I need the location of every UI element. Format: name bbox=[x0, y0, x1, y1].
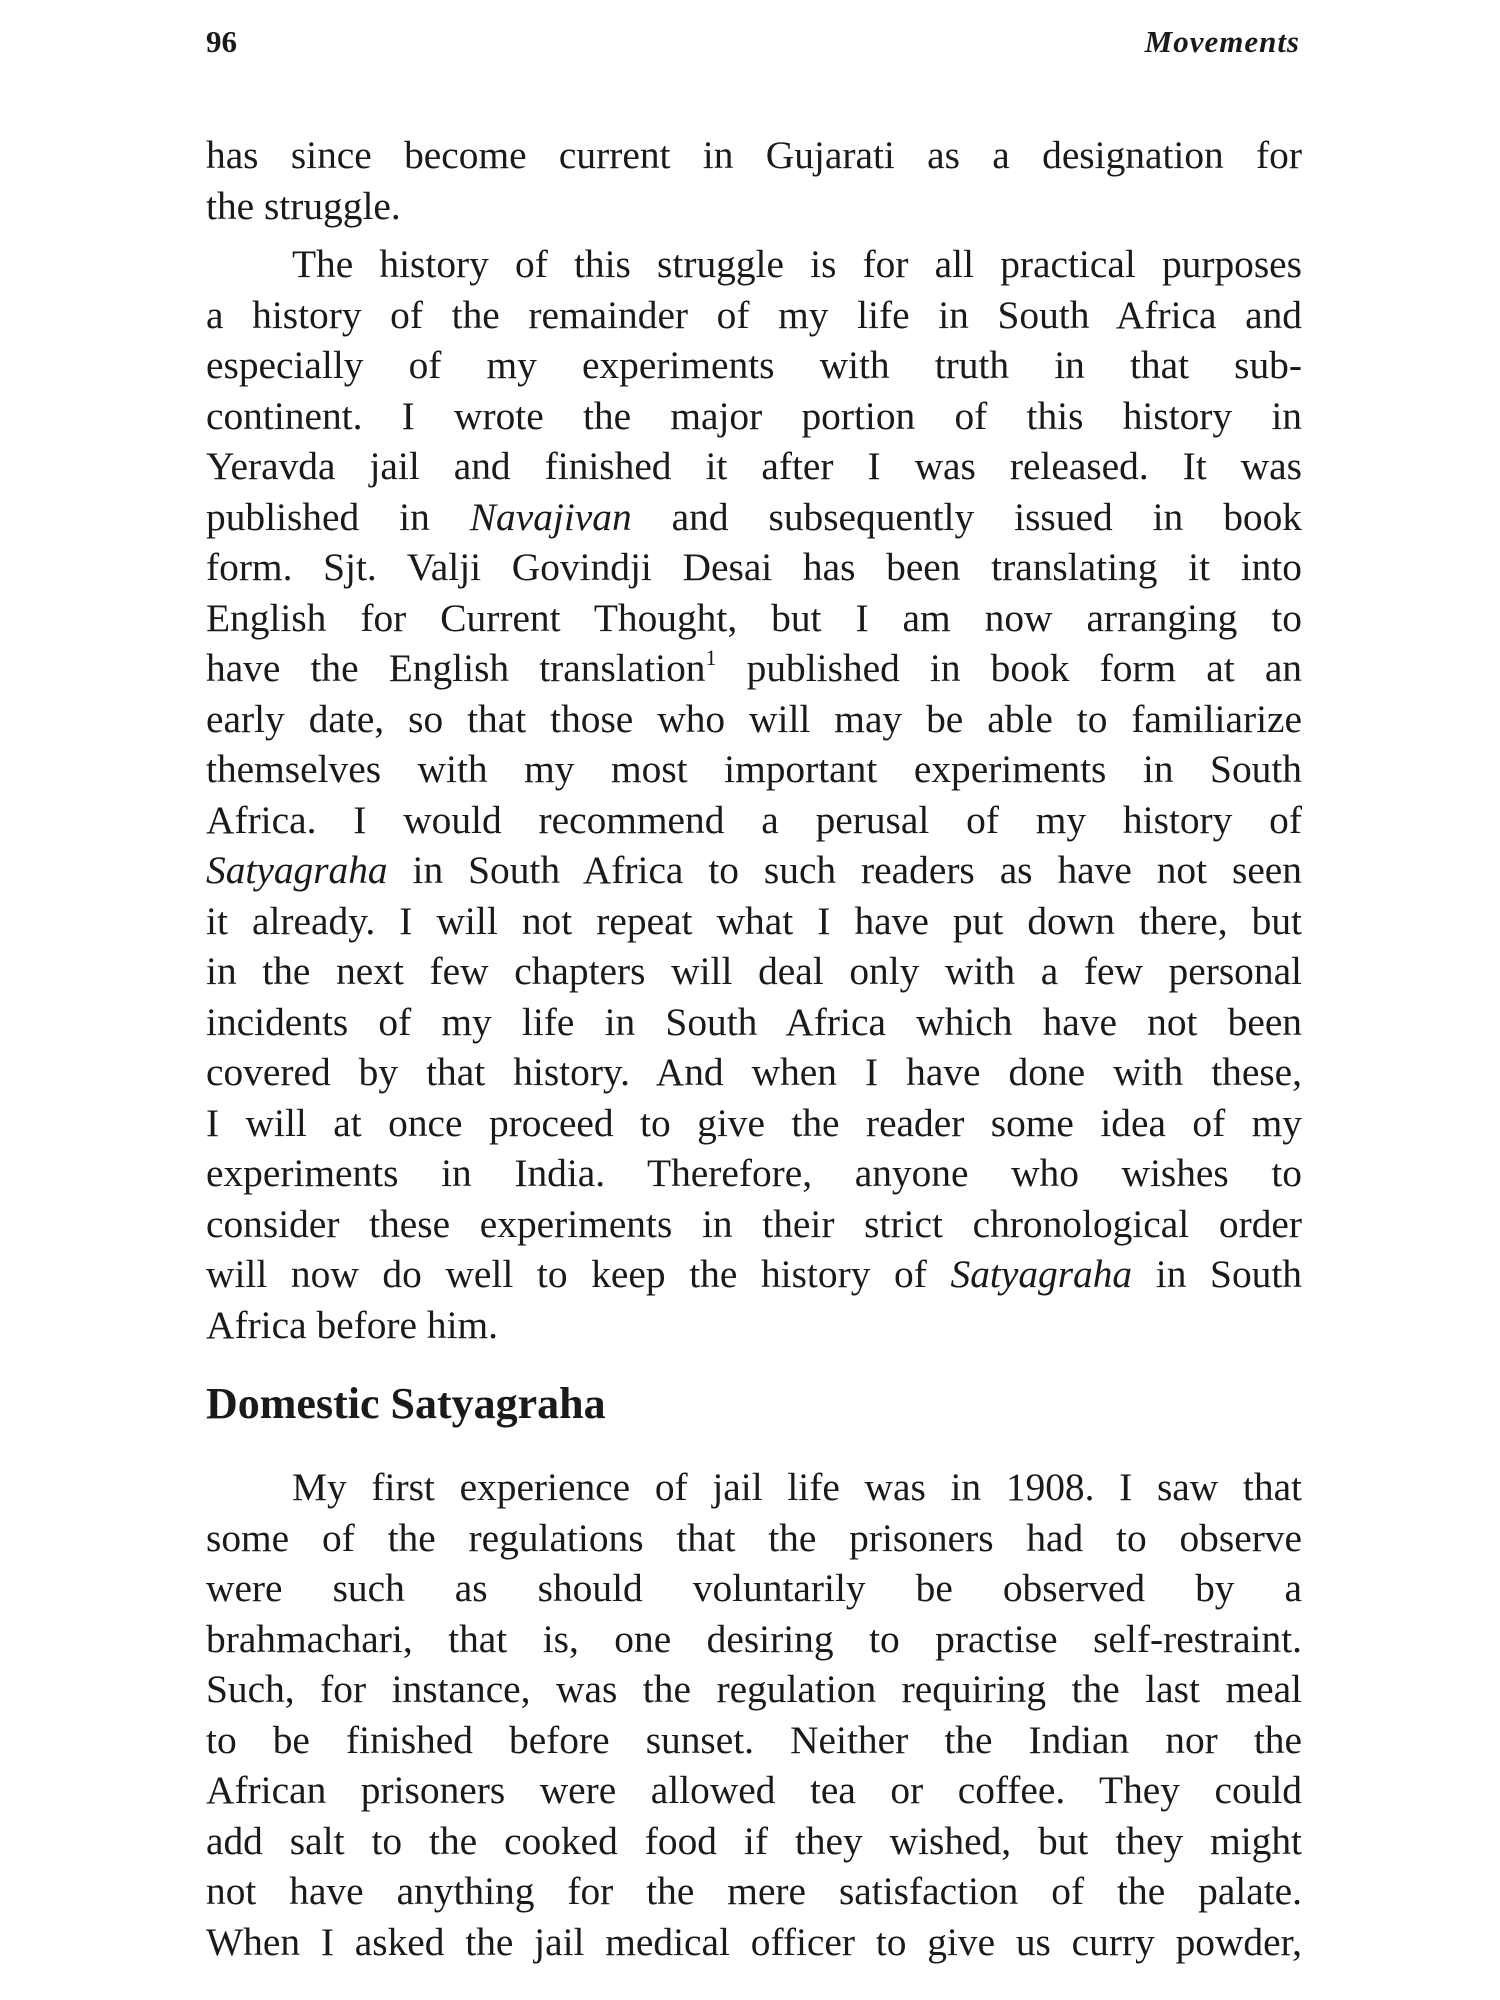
text-line: to be finished before sunset. Neither the Indian nor the bbox=[206, 1717, 1302, 1762]
page-number: 96 bbox=[206, 24, 237, 59]
text-line: covered by that history. And when I have done with these, bbox=[206, 1050, 1302, 1094]
text-line: early date, so that those who will may be able to familiarize bbox=[206, 696, 1302, 741]
footnote-marker: 1 bbox=[705, 645, 717, 670]
text-line: continent. I wrote the major portion of this history in bbox=[206, 393, 1302, 438]
main-text bbox=[206, 130, 1302, 1350]
italic-term-satyagraha: Satyagraha bbox=[206, 848, 388, 892]
text-run: have the English translation bbox=[206, 646, 706, 690]
text-line bbox=[206, 1249, 1302, 1300]
italic-term-satyagraha: Satyagraha bbox=[950, 1252, 1133, 1296]
text-line: the struggle. bbox=[206, 183, 401, 228]
text-line: consider these experiments in their strict chronological order bbox=[206, 1201, 1302, 1246]
text-line: brahmachari, that is, one desiring to practise self-restraint. bbox=[206, 1616, 1302, 1661]
text-line bbox=[206, 492, 1302, 543]
paragraph-gap bbox=[206, 231, 1302, 239]
text-line: a history of the remainder of my life in South Africa and bbox=[206, 292, 1302, 337]
section-heading: Domestic Satyagraha bbox=[206, 1379, 606, 1428]
text-line: Africa. I would recommend a perusal of my history of bbox=[206, 797, 1302, 842]
text-line: themselves with my most important experiments in South bbox=[206, 747, 1302, 791]
text-run: published in book form at an bbox=[716, 646, 1303, 690]
text-line: it already. I will not repeat what I have put down there, but bbox=[206, 898, 1302, 943]
text-run: in South Africa to such readers as have not seen bbox=[387, 848, 1302, 892]
text-line: The history of this struggle is for all practical purposes bbox=[292, 242, 1302, 286]
text-line: Africa before him. bbox=[206, 1302, 499, 1347]
text-line: incidents of my life in South Africa which have not been bbox=[206, 999, 1302, 1044]
text-line: I will at once proceed to give the reader some idea of my bbox=[206, 1100, 1302, 1145]
text-run: in South bbox=[1132, 1252, 1302, 1296]
text-line bbox=[206, 845, 1302, 896]
text-line: experiments in India. Therefore, anyone who wishes to bbox=[206, 1151, 1302, 1195]
text-line bbox=[206, 643, 1302, 694]
page-header bbox=[206, 24, 1300, 74]
text-line: form. Sjt. Valji Govindji Desai has been translating it into bbox=[206, 545, 1302, 589]
text-line: in the next few chapters will deal only with a few personal bbox=[206, 949, 1302, 993]
text-line: Such, for instance, was the regulation requiring the last meal bbox=[206, 1667, 1302, 1711]
text-line: were such as should voluntarily be observed by a bbox=[206, 1566, 1302, 1610]
text-line: add salt to the cooked food if they wished, but they might bbox=[206, 1818, 1302, 1863]
text-run: and subsequently issued in book bbox=[631, 494, 1302, 539]
text-line: When I asked the jail medical officer to give us curry powder, bbox=[206, 1919, 1302, 1964]
section-text bbox=[206, 1462, 1302, 1967]
text-line: some of the regulations that the prisoners had to observe bbox=[206, 1515, 1302, 1560]
text-line: African prisoners were allowed tea or coffee. They could bbox=[206, 1768, 1302, 1812]
text-line: not have anything for the mere satisfaction of the palate. bbox=[206, 1869, 1302, 1913]
text-line: especially of my experiments with truth in that sub- bbox=[206, 343, 1302, 387]
text-line: has since become current in Gujarati as a designation for bbox=[206, 133, 1302, 177]
text-line: Yeravda jail and finished it after I was released. It was bbox=[206, 444, 1302, 488]
text-run: will now do well to keep the history of bbox=[206, 1252, 951, 1296]
text-run: published in bbox=[206, 494, 470, 539]
text-line: English for Current Thought, but I am now arranging to bbox=[206, 595, 1302, 640]
text-line: My first experience of jail life was in 1908. I saw that bbox=[292, 1465, 1302, 1509]
running-head: Movements bbox=[1144, 24, 1300, 59]
italic-title-navajivan: Navajivan bbox=[469, 494, 632, 539]
